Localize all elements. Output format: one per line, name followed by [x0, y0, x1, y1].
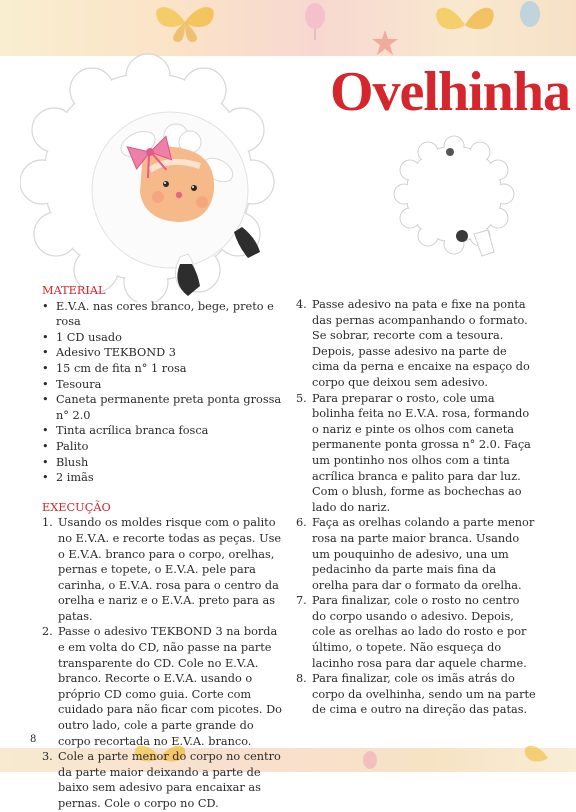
- step-number: 1.: [42, 516, 53, 530]
- top-decorative-band: [0, 0, 576, 56]
- list-item: • Adesivo TEKBOND 3: [42, 345, 286, 361]
- step-text: Passe o adesivo TEKBOND 3 na borda e em volta do CD, não passe na parte transparente do CD. Cole no E.V.A. branco. Recorte o E.V.A. usando o próprio CD como guia. Corte com cuidado para não ficar com picotes. Do outro lado, cole a parte grande do corpo recortada no E.V.A. branco.: [58, 625, 282, 748]
- execution-heading: EXECUÇÃO: [42, 500, 111, 514]
- star-icon: [370, 28, 400, 58]
- materials-list: [42, 299, 286, 486]
- list-item: • Palito: [42, 439, 286, 455]
- butterfly-icon: [150, 0, 220, 45]
- step-text: Usando os moldes risque com o palito no E.V.A. e recorte todas as peças. Use o E.V.A. branco para o corpo, orelhas, pernas e topete, o E.V.A. pele para carinha, o E.V.A. rosa para o centro da orelha e nariz e o E.V.A. preto para as patas.: [58, 516, 282, 623]
- list-item: • Caneta permanente preta ponta grossa n° 2.0: [42, 392, 286, 423]
- step-text: Para finalizar, cole o rosto no centro do corpo usando o adesivo. Depois, cole as orelhas ao lado do rosto e por último, o topete. Não esqueça do lacinho rosa para dar aquele charme.: [312, 594, 527, 670]
- list-item: • 15 cm de fita n° 1 rosa: [42, 361, 286, 377]
- balloon-icon: [300, 0, 330, 40]
- step-number: 3.: [42, 750, 53, 764]
- materials-heading: MATERIAL: [42, 284, 106, 297]
- page-number: 8: [30, 734, 37, 745]
- step-text: Para finalizar, cole os imãs atrás do corpo da ovelhinha, sendo um na parte de cima e outro na direção das patas.: [312, 672, 536, 717]
- step-text: Passe adesivo na pata e fixe na ponta das pernas acompanhando o formato. Se sobrar, recorte com a tesoura. Depois, passe adesivo na parte de cima da perna e encaixe na espaço do corpo que deixou sem adesivo.: [312, 298, 530, 389]
- step-number: 2.: [42, 625, 53, 639]
- step-item: [296, 515, 536, 593]
- page-title: Ovelhinha: [330, 61, 570, 123]
- step-text: Para preparar o rosto, cole uma bolinha feita no E.V.A. rosa, formando o nariz e pinte os olhos com caneta permanente ponta grossa n° 2.0. Faça um pontinho nos olhos com a tinta acrílica branca e palito para dar luz. Com o blush, forme as bochechas ao lado do nariz.: [312, 391, 531, 514]
- sheep-craft-image: [20, 52, 296, 302]
- step-item: [296, 391, 536, 516]
- step-number: 6.: [296, 516, 307, 530]
- cd-mold-image: [390, 130, 520, 260]
- list-item: • E.V.A. nas cores branco, bege, preto e rosa: [42, 299, 286, 330]
- steps-list-right: [296, 297, 536, 718]
- step-item: [42, 624, 286, 749]
- list-item: • 2 imãs: [42, 470, 286, 486]
- step-item: [42, 515, 286, 624]
- step-item: [296, 297, 536, 391]
- step-item: [296, 593, 536, 671]
- list-item: • Tinta acrílica branca fosca: [42, 423, 286, 439]
- step-item: [42, 749, 286, 811]
- step-text: Cole a parte menor do corpo no centro da parte maior deixando a parte de baixo sem adesivo para encaixar as pernas. Cole o corpo no CD.: [58, 750, 281, 810]
- butterfly-icon: [430, 0, 500, 50]
- list-item: • Blush: [42, 455, 286, 471]
- step-number: 5.: [296, 391, 307, 405]
- butterfly-icon: [520, 740, 576, 772]
- list-item: • Tesoura: [42, 377, 286, 393]
- balloon-icon: [515, 0, 545, 40]
- step-number: 4.: [296, 298, 307, 311]
- step-text: Faça as orelhas colando a parte menor rosa na parte maior branca. Usando um pouquinho de adesivo, una um pedacinho da parte mais fina da orelha para dar o formato da orelha.: [312, 516, 535, 592]
- right-column: [296, 297, 536, 718]
- step-number: 8.: [296, 672, 307, 686]
- balloon-icon: [360, 748, 380, 772]
- step-number: 7.: [296, 594, 307, 608]
- steps-list-left: [42, 515, 286, 811]
- step-item: [296, 671, 536, 718]
- left-column: [42, 283, 286, 812]
- list-item: • 1 CD usado: [42, 330, 286, 346]
